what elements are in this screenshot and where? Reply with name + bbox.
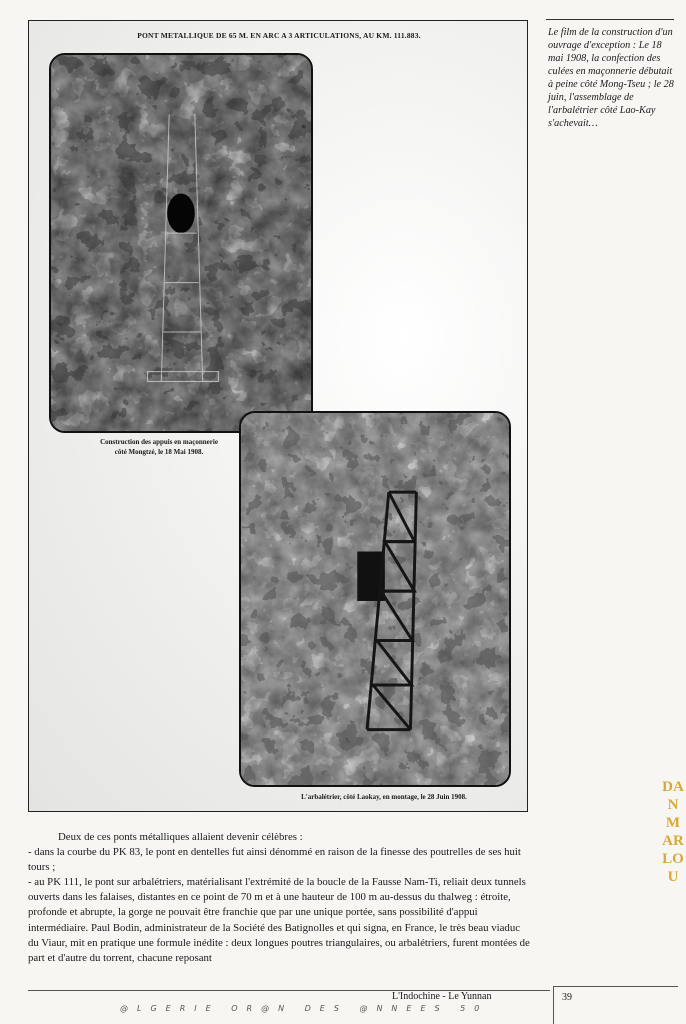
side-note: Le film de la construction d'un ouvrage d'exception : Le 18 mai 1908, la confection des culées en maçonnerie débutait à peine côté Mong-Tseu ; le 28 juin, l'assemblage de l'arbalétrier côté Lao-Kay s'achevait… (548, 27, 674, 129)
article-body (28, 830, 532, 966)
plate-title: PONT METALLIQUE DE 65 M. EN ARC A 3 ARTICULATIONS, AU KM. 111.883. (137, 31, 421, 40)
article-paragraph-pk111: - au PK 111, le pont sur arbalétriers, matérialisant l'extrémité de la boucle de la Fausse Nam-Ti, reliait deux tunnels ouverts dans les falaises, distantes en ce point de 70 m et à une hauteur de 100 m au-dessus du thalweg : étroite, profonde et abrupte, la gorge ne pouvait être franchie que par une unique portée, sans possibilité d'appui intermédiaire. Paul Bodin, administrateur de la Société des Batignolles et qui signa, en France, le très beau viaduc du Viaur, mit en pratique une formule inédite : deux longues poutres triangulaires, ou arbalétriers, furent montées de part et d'autre du torrent, chacune reposant (28, 876, 530, 964)
photo-truss-assembly (239, 411, 511, 787)
side-note-rule (546, 19, 674, 20)
page-number: 39 (562, 992, 572, 1003)
photo2-caption: L'arbalétrier, côté Laokay, en montage, le 28 Juin 1908. (301, 793, 467, 801)
footer-credit: @LGERIE OR@N DES @NNEES 50 (120, 1004, 489, 1013)
footer-title: L'Indochine - Le Yunnan (392, 991, 492, 1002)
photo-plate (28, 20, 528, 812)
photo1-caption (59, 437, 259, 457)
article-paragraph-pk83: - dans la courbe du PK 83, le pont en dentelles fut ainsi dénommé en raison de la finesse des poutrelles de ses huit tours ; (28, 846, 521, 874)
danmarlou-watermark: DANMARLOU (662, 779, 684, 885)
article-intro-line: Deux de ces ponts métalliques allaient devenir célèbres : (58, 831, 303, 843)
photo1-caption-line2: côté Mongtzé, le 18 Mai 1908. (114, 448, 204, 456)
photo-masonry-construction (49, 53, 313, 433)
photo1-caption-line1: Construction des appuis en maçonnerie (100, 438, 218, 446)
